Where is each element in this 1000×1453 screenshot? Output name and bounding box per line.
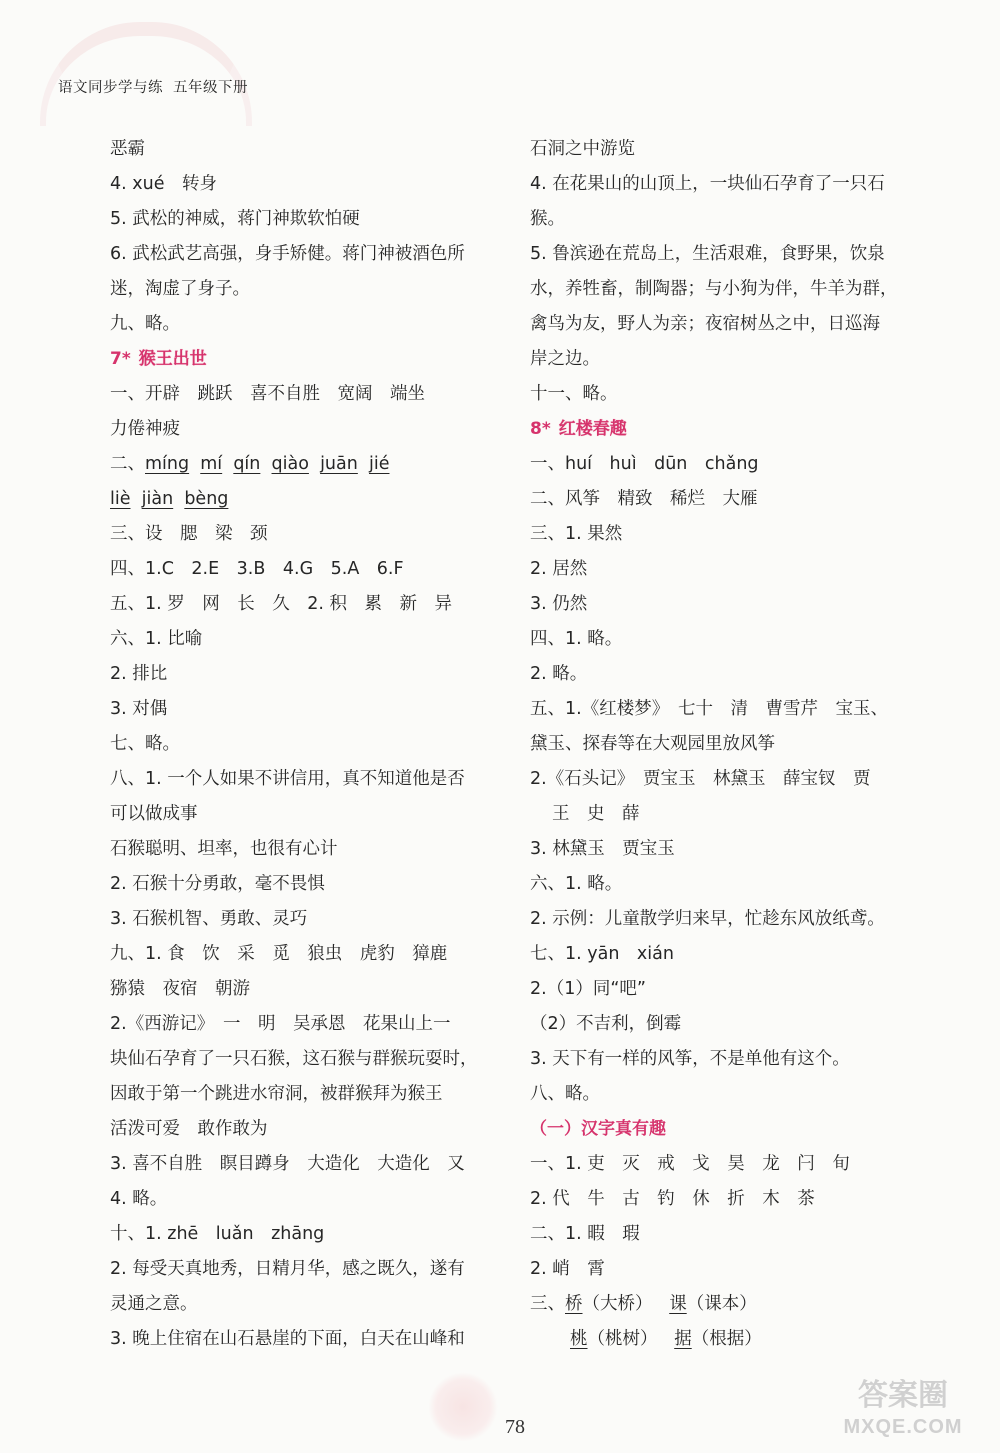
watermark-logo <box>808 1378 998 1453</box>
answer-line: 六、1. 比喻 <box>110 629 203 649</box>
word: （课本） <box>686 1294 757 1314</box>
answer-line: 4. 在花果山的山顶上，一块仙石孕育了一只石 <box>530 174 885 194</box>
answer-line: 4. xué 转身 <box>110 174 217 194</box>
answer-line: 2. 峭 霄 <box>530 1259 605 1279</box>
word-pair-line <box>530 1287 930 1322</box>
answer-line: 石猴聪明、坦率，也很有心计 <box>110 839 338 859</box>
word: （桃树） <box>587 1329 658 1349</box>
answer-line: 二、风筝 精致 稀烂 大雁 <box>530 489 758 509</box>
character: 桃 <box>570 1329 588 1349</box>
answer-line: 禽鸟为友，野人为亲；夜宿树丛之中，日巡海 <box>530 314 880 334</box>
answer-line: 5. 武松的神威，蒋门神欺软怕硬 <box>110 209 360 229</box>
answer-line: 2. 每受天真地秀，日精月华，感之既久，遂有 <box>110 1259 465 1279</box>
answer-line: 5. 鲁滨逊在荒岛上，生活艰难，食野果，饮泉 <box>530 244 885 264</box>
answer-line: 迷，淘虚了身子。 <box>110 279 250 299</box>
answer-line: 可以做成事 <box>110 804 198 824</box>
answer-line: 七、1. yān xián <box>530 944 674 964</box>
pinyin: jié <box>368 454 390 474</box>
answer-line: 十、1. zhē luǎn zhāng <box>110 1224 325 1244</box>
answer-line: 五、1.《红楼梦》 七十 清 曹雪芹 宝玉、 <box>530 699 888 719</box>
answer-line: 一、开辟 跳跃 喜不自胜 宽阔 端坐 <box>110 384 425 404</box>
pinyin: qín <box>233 454 261 474</box>
lesson-number: 8* <box>530 419 551 439</box>
answer-line: 八、略。 <box>530 1084 600 1104</box>
answer-line: 2.《西游记》 一 明 吴承恩 花果山上一 <box>110 1014 451 1034</box>
answer-line: 四、1. 略。 <box>530 629 623 649</box>
watermark-text: 答案圈 <box>858 1379 948 1412</box>
answer-line: 猕猿 夜宿 朝游 <box>110 979 250 999</box>
left-column <box>110 132 505 1357</box>
word: （大桥） <box>582 1294 653 1314</box>
answer-line: 一、huí huì dūn chǎng <box>530 454 759 474</box>
answer-line: 岸之边。 <box>530 349 600 369</box>
answer-line: 三、设 腮 梁 颈 <box>110 524 268 544</box>
answer-line: 猴。 <box>530 209 565 229</box>
book-title: 语文同步学与练 <box>58 80 163 96</box>
answer-line: 2. 排比 <box>110 664 168 684</box>
book-grade: 五年级下册 <box>173 80 248 96</box>
answer-line: 八、1. 一个人如果不讲信用，真不知道他是否 <box>110 769 465 789</box>
character: 课 <box>669 1294 687 1314</box>
answer-line: 3. 晚上住宿在山石悬崖的下面，白天在山峰和 <box>110 1329 465 1349</box>
answer-line: 活泼可爱 敢作敢为 <box>110 1119 268 1139</box>
character: 桥 <box>565 1294 583 1314</box>
answer-line: 2. 示例：儿童散学归来早，忙趁东风放纸鸢。 <box>530 909 885 929</box>
answer-line: 石洞之中游览 <box>530 139 635 159</box>
answer-line: 三、1. 果然 <box>530 524 623 544</box>
answer-line: 4. 略。 <box>110 1189 168 1209</box>
pinyin: liè <box>110 489 131 509</box>
answer-line: 恶霸 <box>110 139 145 159</box>
pinyin-line <box>110 482 505 517</box>
lesson-title: 猴王出世 <box>138 349 207 369</box>
pinyin: bèng <box>184 489 229 509</box>
pinyin: juān <box>320 454 358 474</box>
answer-line: 九、略。 <box>110 314 180 334</box>
answer-line: 3. 林黛玉 贾宝玉 <box>530 839 675 859</box>
answer-line: 力倦神疲 <box>110 419 180 439</box>
section-prefix: 二、 <box>110 454 145 474</box>
word: （根据） <box>691 1329 762 1349</box>
pinyin: míng <box>145 454 190 474</box>
header-decoration <box>40 22 252 126</box>
answer-line: 3. 天下有一样的风筝，不是单他有这个。 <box>530 1049 850 1069</box>
answer-line: 水，养牲畜，制陶器；与小狗为伴，牛羊为群， <box>530 279 898 299</box>
answer-line: 3. 喜不自胜 瞑目蹲身 大造化 大造化 又 <box>110 1154 465 1174</box>
answer-line: 黛玉、探春等在大观园里放风筝 <box>530 734 775 754</box>
page-number: 78 <box>505 1416 525 1438</box>
answer-line: 2. 略。 <box>530 664 588 684</box>
answer-line: 6. 武松武艺高强，身手矫健。蒋门神被酒色所 <box>110 244 465 264</box>
answer-line: 六、1. 略。 <box>530 874 623 894</box>
book-header <box>58 76 248 97</box>
answer-line: 3. 对偶 <box>110 699 168 719</box>
answer-line: 四、1.C 2.E 3.B 4.G 5.A 6.F <box>110 559 404 579</box>
lesson-heading-7 <box>110 342 505 377</box>
answer-line: 块仙石孕育了一只石猴，这石猴与群猴玩耍时， <box>110 1049 478 1069</box>
pinyin-line <box>110 447 505 482</box>
lesson-number: 7* <box>110 349 131 369</box>
lesson-heading-8 <box>530 412 930 447</box>
unit-title: （一）汉字真有趣 <box>530 1119 666 1139</box>
watermark-url: MXQE.COM <box>843 1416 963 1438</box>
page-emblem-decoration <box>428 1372 498 1442</box>
answer-line: 五、1. 罗 网 长 久 2. 积 累 新 异 <box>110 594 453 614</box>
word-pair-line <box>530 1322 930 1357</box>
section-prefix: 三、 <box>530 1294 565 1314</box>
answer-line: 二、1. 暇 瑕 <box>530 1224 640 1244</box>
lesson-title: 红楼春趣 <box>558 419 627 439</box>
answer-line: 王 史 薛 <box>552 804 640 824</box>
answer-line: 3. 仍然 <box>530 594 588 614</box>
character: 据 <box>674 1329 692 1349</box>
answer-line: 2.（1）同“吧” <box>530 979 646 999</box>
answer-line: 2. 石猴十分勇敢，毫不畏惧 <box>110 874 325 894</box>
right-column <box>530 132 930 1357</box>
answer-line: 2.《石头记》 贾宝玉 林黛玉 薛宝钗 贾 <box>530 769 871 789</box>
answer-line: （2）不吉利，倒霉 <box>530 1014 682 1034</box>
pinyin: mí <box>200 454 223 474</box>
answer-line: 因敢于第一个跳进水帘洞，被群猴拜为猴王 <box>110 1084 443 1104</box>
pinyin: qiào <box>271 454 309 474</box>
answer-line: 一、1. 吏 灭 戒 戈 昊 龙 闩 旬 <box>530 1154 850 1174</box>
unit-heading <box>530 1112 930 1147</box>
answer-line: 2. 居然 <box>530 559 588 579</box>
answer-line: 十一、略。 <box>530 384 618 404</box>
answer-line: 3. 石猴机智、勇敢、灵巧 <box>110 909 308 929</box>
answer-line: 九、1. 食 饮 采 觅 狼虫 虎豹 獐鹿 <box>110 944 448 964</box>
pinyin: jiàn <box>141 489 174 509</box>
answer-line: 七、略。 <box>110 734 180 754</box>
answer-line: 2. 代 牛 古 钓 休 折 木 茶 <box>530 1189 815 1209</box>
answer-line: 灵通之意。 <box>110 1294 198 1314</box>
